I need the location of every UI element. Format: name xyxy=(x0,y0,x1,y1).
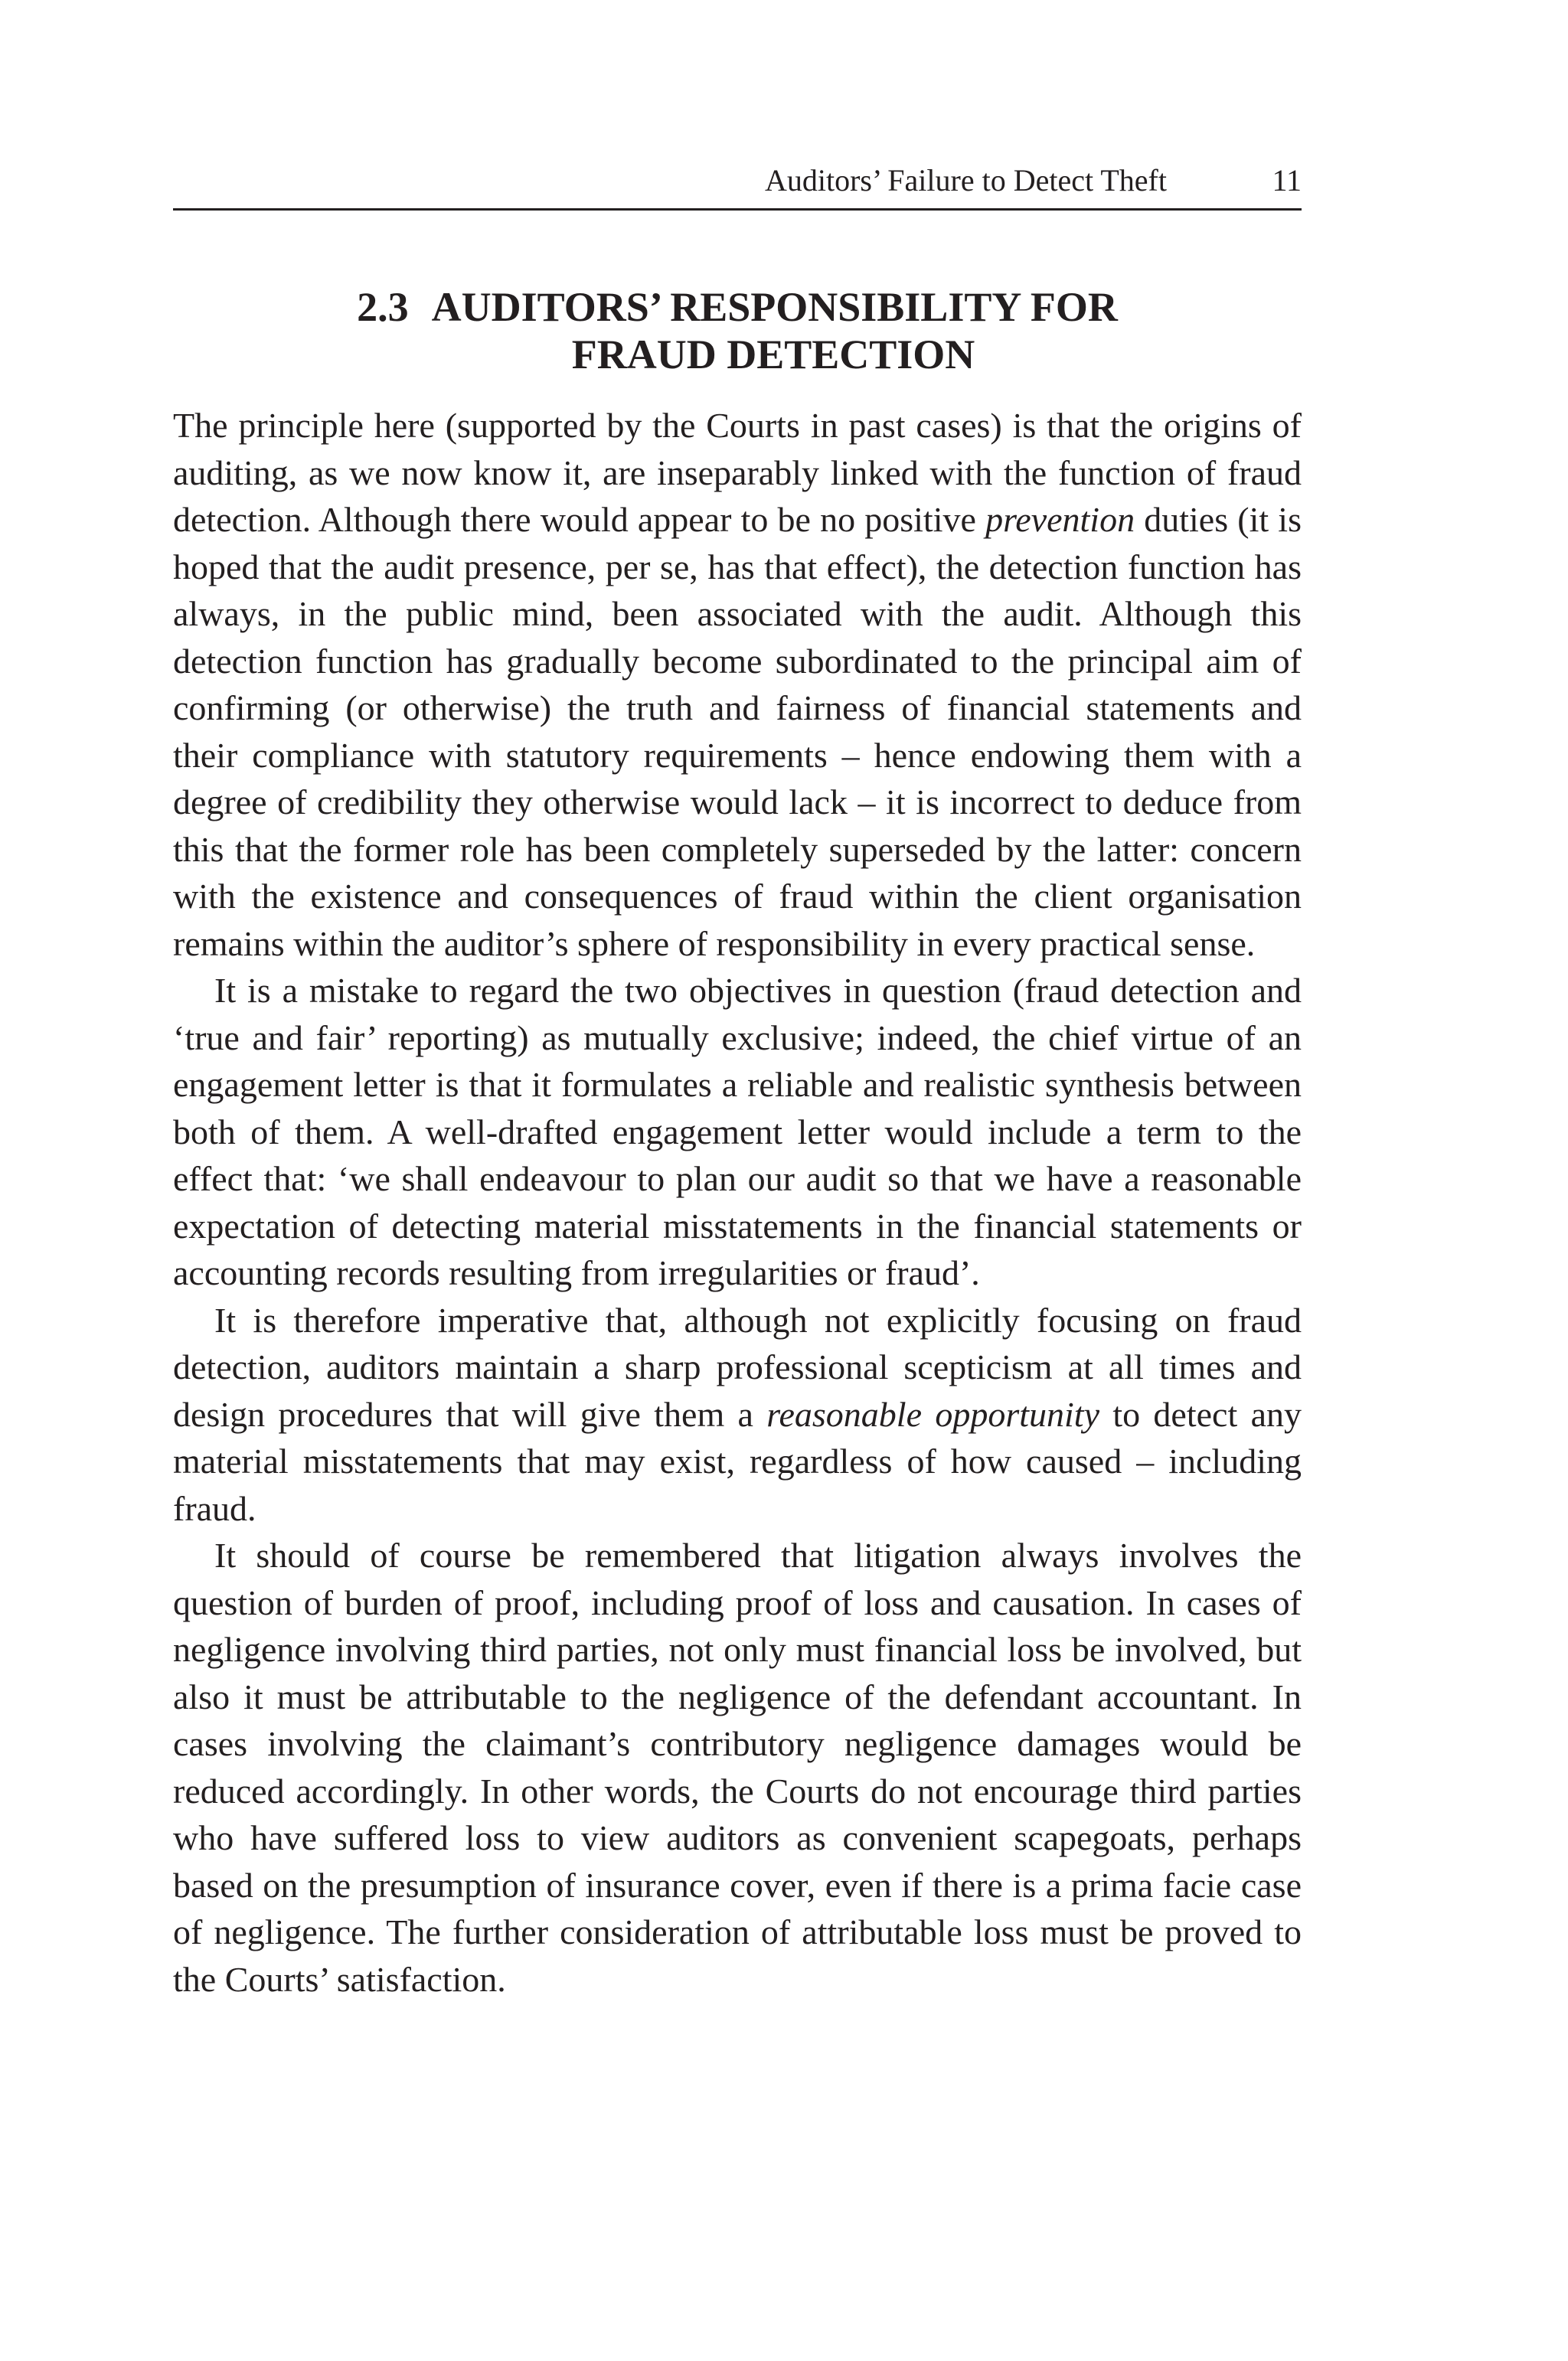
paragraph-3-text-b: to detect any material misstatements that may exist, regardless of how caused – including fraud. xyxy=(173,1394,1302,1528)
section-heading xyxy=(173,283,1302,378)
paragraph-3 xyxy=(173,1297,1302,1533)
paragraph-1-emphasis: prevention xyxy=(985,500,1135,539)
page-number: 11 xyxy=(1272,163,1302,198)
running-header xyxy=(173,161,1302,211)
paragraph-1 xyxy=(173,402,1302,967)
running-title: Auditors’ Failure to Detect Theft xyxy=(764,163,1167,198)
section-title-line1: AUDITORS’ RESPONSIBILITY FOR xyxy=(431,284,1118,330)
body-text xyxy=(173,402,1302,2003)
paragraph-2: It is a mistake to regard the two objectives in question (fraud detection and ‘true and fair’ reporting) as mutually exclusive; indeed, the chief virtue of an engagement letter is that it formulates a reliable and realistic synthesis between both of them. A well-drafted engagement letter would include a term to the effect that: ‘we shall endeavour to plan our audit so that we have a reasonable expectation of detecting material misstatements in the financial statements or accounting records resulting from irregularities or fraud’. xyxy=(173,971,1302,1292)
paragraph-3-emphasis: reasonable opportunity xyxy=(766,1394,1099,1434)
paragraph-3-text-a: It is therefore imperative that, although not explicitly focusing on fraud detection, auditors maintain a sharp professional scepticism at all times and design procedures that will give them a xyxy=(173,1300,1302,1434)
paragraph-1-text-a: The principle here (supported by the Courts in past cases) is that the origins of auditing, as we now know it, are inseparably linked with the function of fraud detection. Although there would appear to be no positive xyxy=(173,406,1302,539)
section-title-line2: FRAUD DETECTION xyxy=(571,331,975,377)
section-number: 2.3 xyxy=(357,284,409,330)
paragraph-1-text-b: duties (it is hoped that the audit presence, per se, has that effect), the detection function has always, in the public mind, been associated with the audit. Although this detection function has gradually become subordinated to the principal aim of confirming (or otherwise) the truth and fairness of financial statements and their compliance with statutory requirements – hence endowing them with a degree of credibility they otherwise would lack – it is incorrect to deduce from this that the former role has been completely superseded by the latter: concern with the existence and consequences of fraud within the client organisation remains within the auditor’s sphere of responsibility in every practical sense. xyxy=(173,500,1302,963)
paragraph-4: It should of course be remembered that litigation always involves the question of burden of proof, including proof of loss and causation. In cases of negligence involving third parties, not only must financial loss be involved, but also it must be attributable to the negligence of the defendant accountant. In cases involving the claimant’s contributory negligence damages would be reduced accordingly. In other words, the Courts do not encourage third parties who have suffered loss to view auditors as convenient scapegoats, perhaps based on the presumption of insurance cover, even if there is a prima facie case of negligence. The further consideration of attributable loss must be proved to the Courts’ satisfaction. xyxy=(173,1536,1302,1999)
